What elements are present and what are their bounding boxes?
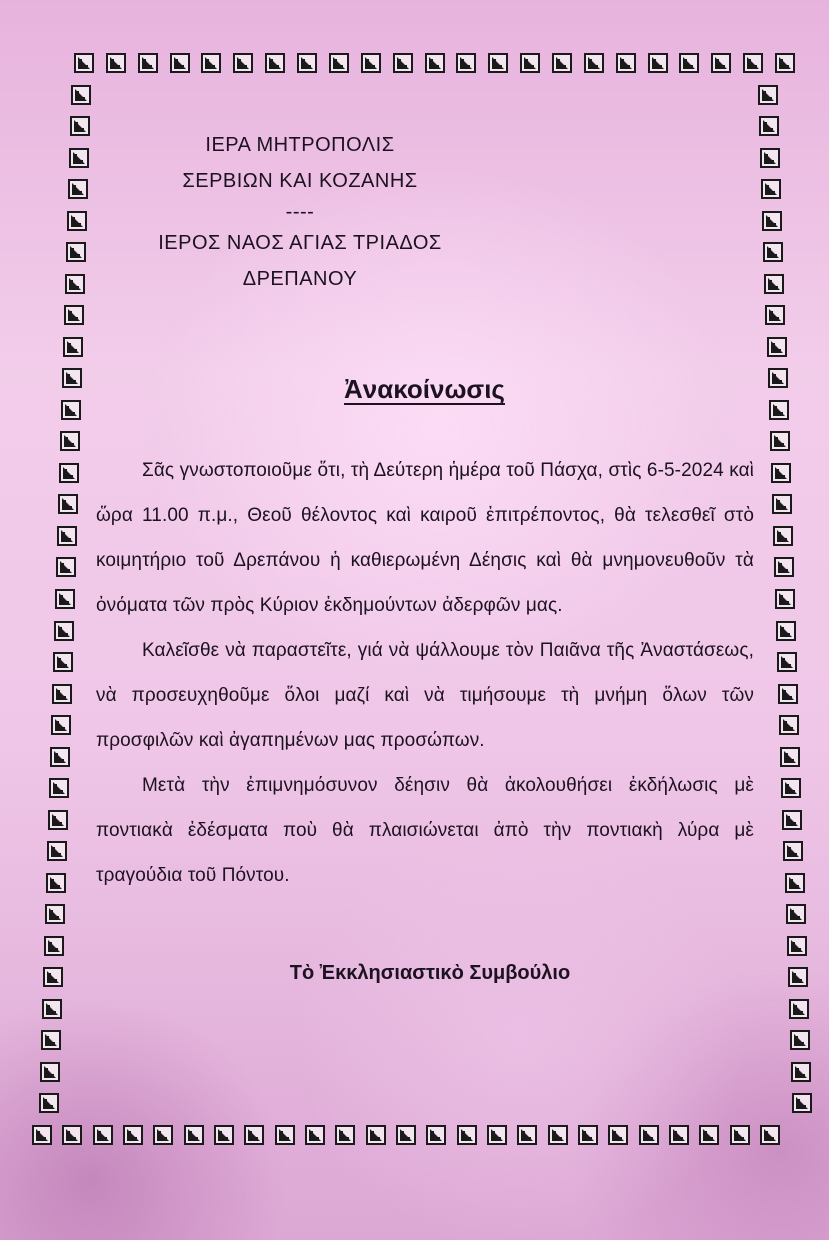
frame-ornament-icon: [487, 1125, 507, 1145]
frame-ornament-icon: [52, 684, 72, 704]
frame-ornament-icon: [699, 1125, 719, 1145]
frame-ornament-icon: [54, 621, 74, 641]
frame-ornament-icon: [56, 557, 76, 577]
frame-ornament-icon: [65, 274, 85, 294]
frame-ornament-icon: [42, 999, 62, 1019]
frame-ornament-icon: [48, 810, 68, 830]
frame-ornament-icon: [456, 53, 476, 73]
frame-ornament-icon: [70, 116, 90, 136]
frame-ornament-icon: [275, 1125, 295, 1145]
frame-ornament-icon: [153, 1125, 173, 1145]
frame-ornament-icon: [47, 841, 67, 861]
frame-ornament-icon: [55, 589, 75, 609]
frame-ornament-icon: [759, 116, 779, 136]
frame-ornament-icon: [297, 53, 317, 73]
announcement-title: Ἀνακοίνωσις: [344, 374, 505, 404]
frame-ornament-icon: [785, 873, 805, 893]
frame-ornament-icon: [772, 494, 792, 514]
frame-ornament-icon: [39, 1093, 59, 1113]
frame-ornament-icon: [329, 53, 349, 73]
frame-ornament-icon: [711, 53, 731, 73]
frame-ornament-icon: [520, 53, 540, 73]
frame-ornament-icon: [771, 463, 791, 483]
frame-ornament-icon: [50, 747, 70, 767]
frame-ornament-icon: [66, 242, 86, 262]
frame-ornament-icon: [783, 841, 803, 861]
frame-ornament-icon: [743, 53, 763, 73]
frame-ornament-icon: [762, 211, 782, 231]
frame-ornament-icon: [201, 53, 221, 73]
frame-ornament-icon: [780, 747, 800, 767]
frame-ornament-icon: [71, 85, 91, 105]
frame-ornament-icon: [764, 274, 784, 294]
frame-ornament-icon: [782, 810, 802, 830]
frame-ornament-icon: [57, 526, 77, 546]
church-header: [100, 127, 500, 297]
frame-ornament-icon: [488, 53, 508, 73]
frame-ornament-icon: [425, 53, 445, 73]
frame-ornament-icon: [779, 715, 799, 735]
frame-ornament-icon: [552, 53, 572, 73]
frame-ornament-icon: [184, 1125, 204, 1145]
frame-ornament-icon: [106, 53, 126, 73]
frame-ornament-icon: [396, 1125, 416, 1145]
signature: Τὸ Ἐκκλησιαστικὸ Συμβούλιο: [289, 962, 571, 984]
frame-ornament-icon: [51, 715, 71, 735]
frame-ornament-icon: [775, 53, 795, 73]
frame-ornament-icon: [639, 1125, 659, 1145]
frame-ornament-icon: [59, 463, 79, 483]
frame-ornament-icon: [49, 778, 69, 798]
paragraph-2: Καλεῖσθε νὰ παραστεῖτε, γιά νὰ ψάλλουμε τὸν Παιᾶνα τῆς Ἀναστάσεως, νὰ προσευχηθοῦμε ὅλοι μαζί καὶ νὰ τιμήσουμε τὴ μνήμη ὅλων τῶν προσφιλῶν καὶ ἀγαπημένων μας προσώπων.: [96, 640, 754, 751]
frame-ornament-icon: [305, 1125, 325, 1145]
frame-ornament-icon: [393, 53, 413, 73]
frame-ornament-icon: [74, 53, 94, 73]
frame-ornament-icon: [244, 1125, 264, 1145]
frame-ornament-icon: [457, 1125, 477, 1145]
frame-ornament-icon: [767, 337, 787, 357]
frame-ornament-icon: [40, 1062, 60, 1082]
frame-ornament-icon: [781, 778, 801, 798]
frame-ornament-icon: [53, 652, 73, 672]
frame-ornament-icon: [679, 53, 699, 73]
header-diocese: ΣΕΡΒΙΩΝ ΚΑΙ ΚΟΖΑΝΗΣ: [182, 170, 418, 192]
frame-ornament-icon: [46, 873, 66, 893]
frame-ornament-icon: [774, 557, 794, 577]
frame-ornament-icon: [578, 1125, 598, 1145]
frame-ornament-icon: [45, 904, 65, 924]
frame-ornament-icon: [773, 526, 793, 546]
announcement-body: [96, 448, 754, 898]
frame-ornament-icon: [760, 148, 780, 168]
frame-ornament-icon: [62, 1125, 82, 1145]
frame-ornament-icon: [517, 1125, 537, 1145]
frame-ornament-icon: [787, 936, 807, 956]
frame-ornament-icon: [335, 1125, 355, 1145]
header-metropolis: ΙΕΡΑ ΜΗΤΡΟΠΟΛΙΣ: [205, 134, 395, 156]
frame-ornament-icon: [608, 1125, 628, 1145]
frame-ornament-icon: [788, 967, 808, 987]
frame-ornament-icon: [43, 967, 63, 987]
frame-ornament-icon: [233, 53, 253, 73]
frame-ornament-icon: [616, 53, 636, 73]
frame-ornament-icon: [366, 1125, 386, 1145]
frame-ornament-icon: [778, 684, 798, 704]
frame-ornament-icon: [669, 1125, 689, 1145]
frame-ornament-icon: [730, 1125, 750, 1145]
header-church: ΙΕΡΟΣ ΝΑΟΣ ΑΓΙΑΣ ΤΡΙΑΔΟΣ: [158, 232, 442, 254]
frame-ornament-icon: [58, 494, 78, 514]
frame-ornament-icon: [770, 431, 790, 451]
frame-ornament-icon: [44, 936, 64, 956]
frame-ornament-icon: [791, 1062, 811, 1082]
frame-ornament-icon: [60, 431, 80, 451]
frame-ornament-icon: [138, 53, 158, 73]
frame-ornament-icon: [584, 53, 604, 73]
frame-ornament-icon: [648, 53, 668, 73]
frame-ornament-icon: [776, 621, 796, 641]
frame-ornament-icon: [792, 1093, 812, 1113]
frame-ornament-icon: [761, 179, 781, 199]
frame-ornament-icon: [763, 242, 783, 262]
frame-ornament-icon: [548, 1125, 568, 1145]
frame-ornament-icon: [67, 211, 87, 231]
frame-ornament-icon: [69, 148, 89, 168]
frame-ornament-icon: [758, 85, 778, 105]
frame-ornament-icon: [789, 999, 809, 1019]
frame-ornament-icon: [760, 1125, 780, 1145]
frame-ornament-icon: [170, 53, 190, 73]
frame-ornament-icon: [786, 904, 806, 924]
frame-ornament-icon: [777, 652, 797, 672]
frame-ornament-icon: [123, 1125, 143, 1145]
frame-ornament-icon: [361, 53, 381, 73]
paragraph-1: Σᾶς γνωστοποιοῦμε ὅτι, τὴ Δεύτερη ἡμέρα τοῦ Πάσχα, στὶς 6-5-2024 καὶ ὥρα 11.00 π.μ., Θεοῦ θέλοντος καὶ καιροῦ ἐπιτρέποντος, θὰ τελεσθεῖ στὸ κοιμητήριο τοῦ Δρεπάνου ἡ καθιερωμένη Δέησις καὶ θὰ μνημονευθοῦν τὰ ὀνόματα τῶν πρὸς Κύριον ἐκδημούντων ἀδερφῶν μας.: [96, 460, 754, 616]
frame-ornament-icon: [775, 589, 795, 609]
frame-ornament-icon: [63, 337, 83, 357]
frame-ornament-icon: [93, 1125, 113, 1145]
frame-ornament-icon: [32, 1125, 52, 1145]
frame-ornament-icon: [765, 305, 785, 325]
frame-ornament-icon: [68, 179, 88, 199]
frame-ornament-icon: [790, 1030, 810, 1050]
paragraph-3: Μετὰ τὴν ἐπιμνημόσυνον δέησιν θὰ ἀκολουθήσει ἐκδήλωσις μὲ ποντιακὰ ἐδέσματα ποὺ θὰ πλαισιώνεται ἀπὸ τὴν ποντιακὴ λύρα μὲ τραγούδια τοῦ Πόντου.: [96, 775, 754, 886]
frame-ornament-icon: [64, 305, 84, 325]
header-separator: ----: [285, 201, 315, 223]
frame-ornament-icon: [265, 53, 285, 73]
frame-ornament-icon: [426, 1125, 446, 1145]
header-village: ΔΡΕΠΑΝΟΥ: [242, 268, 358, 290]
frame-ornament-icon: [214, 1125, 234, 1145]
frame-ornament-icon: [41, 1030, 61, 1050]
